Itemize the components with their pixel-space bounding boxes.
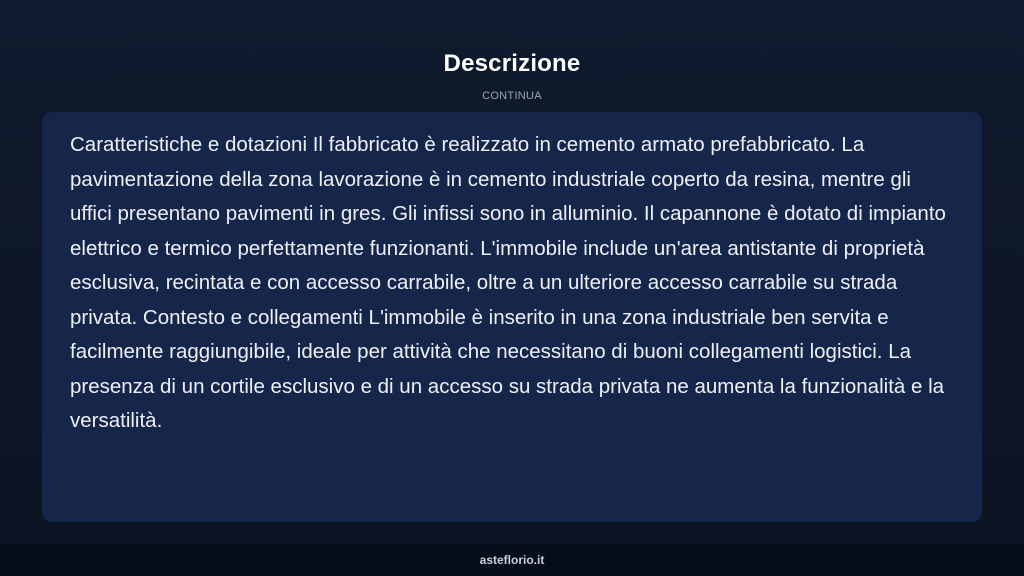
continua-label: CONTINUA bbox=[482, 90, 542, 102]
description-text: Caratteristiche e dotazioni Il fabbricato è realizzato in cemento armato prefabbricato. La pavimentazione della zona lavorazione è in cemento industriale coperto da resina, mentre gli uffici presentano pavimenti in gres. Gli infissi sono in alluminio. Il capannone è dotato di impianto elettrico e termico perfettamente funzionanti. L'immobile include un'area antistante di proprietà esclusiva, recintata e con accesso carrabile, oltre a un ulteriore accesso carrabile su strada privata. Contesto e collegamenti L'immobile è inserito in una zona industriale ben servita e facilmente raggiungibile, ideale per attività che necessitano di buoni collegamenti logistici. La presenza di un cortile esclusivo e di un accesso su strada privata ne aumenta la funzionalità e la versatilità. bbox=[70, 133, 946, 432]
footer-bar bbox=[0, 544, 1024, 576]
page-title: Descrizione bbox=[443, 50, 581, 77]
description-card bbox=[42, 112, 982, 522]
site-name: asteflorio.it bbox=[479, 553, 545, 567]
